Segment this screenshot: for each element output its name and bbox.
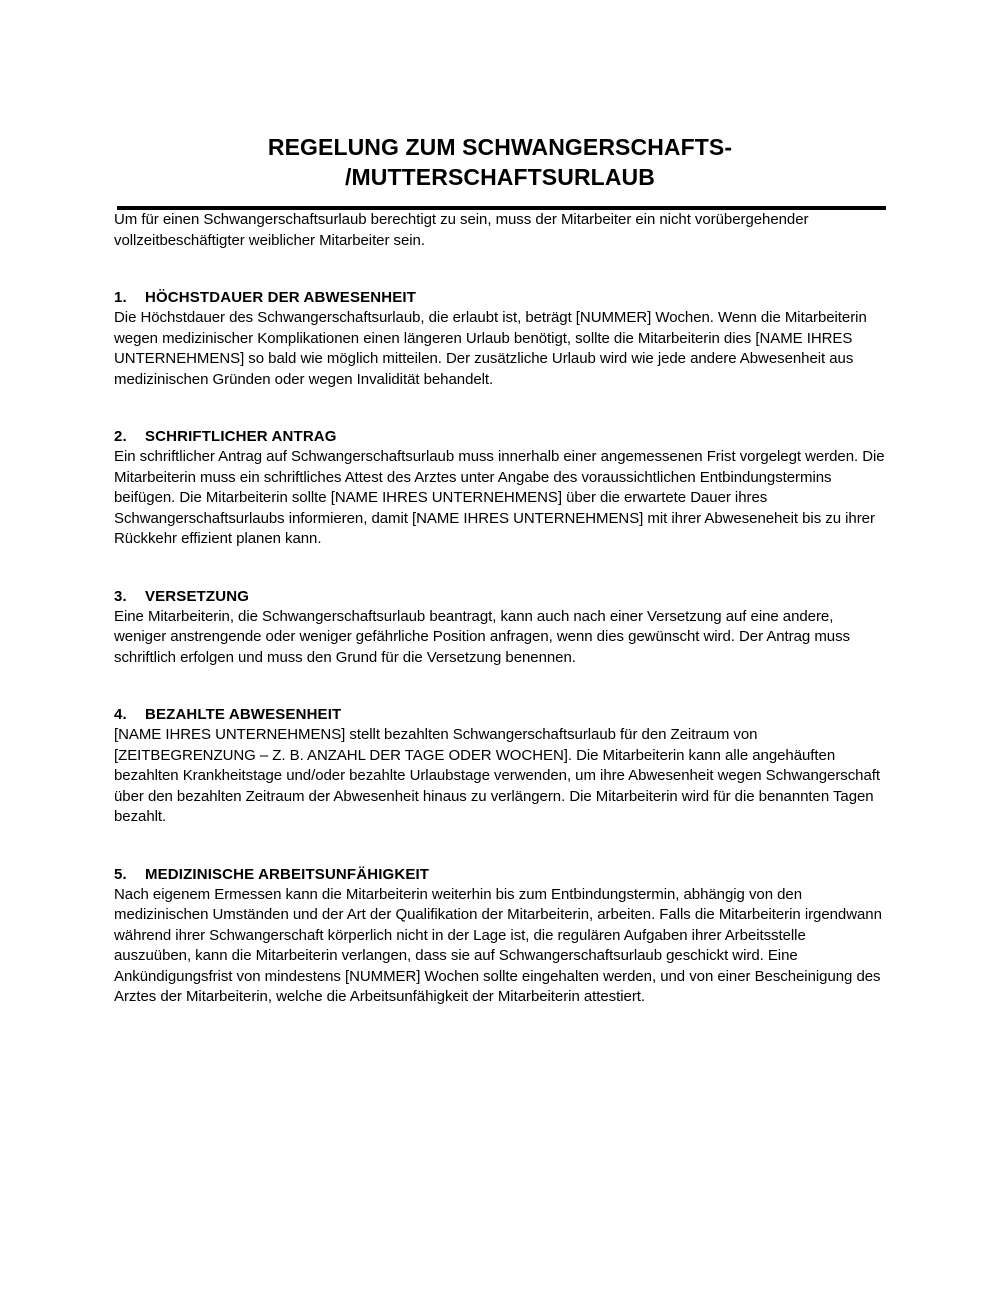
section-2-title: SCHRIFTLICHER ANTRAG [145, 428, 337, 445]
section-4-title: BEZAHLTE ABWESENHEIT [145, 706, 342, 723]
section-2-number: 2. [114, 428, 127, 445]
section-4-body: [NAME IHRES UNTERNEHMENS] stellt bezahlten Schwangerschaftsurlaub für den Zeitraum von [ZEITBEGRENZUNG – Z. B. ANZAHL DER TAGE ODER WOCHEN]. Die Mitarbeiterin kann alle angehäuften bezahlten Krankheitstage und/oder bezahlte Urlaubstage verwenden, um ihre Abwesenheit wegen Schwangerschaft über den bezahlten Zeitraum der Abwesenheit hinaus zu verlängern. Die Mitarbeiterin wird für die benannten Tagen bezahlt. [114, 726, 880, 825]
section-1-title: HÖCHSTDAUER DER ABWESENHEIT [145, 289, 417, 306]
section-3-title: VERSETZUNG [145, 587, 250, 605]
section-1-heading [114, 288, 886, 308]
section-3-body: Eine Mitarbeiterin, die Schwangerschaftsurlaub beantragt, kann auch nach einer Versetzung auf eine andere, weniger anstrengende oder weniger gefährliche Position anfragen, wenn dies gewünscht wird. Der Antrag muss schriftlich erfolgen und muss den Grund für die Versetzung benennen. [114, 607, 850, 666]
section-2-body: Ein schriftlicher Antrag auf Schwangerschaftsurlaub muss innerhalb einer angemessenen Frist vorgelegt werden. Die Mitarbeiterin muss ein schriftliches Attest des Arztes unter Angabe des voraussichtlichen Entbindungstermins beifügen. Die Mitarbeiterin sollte [NAME IHRES UNTERNEHMENS] über die erwartete Dauer ihres Schwangerschaftsurlaubs informieren, damit [NAME IHRES UNTERNEHMENS] mit ihrer Abweseneheit bis zu ihrer Rückkehr effizient planen kann. [114, 448, 885, 547]
section-5-body: Nach eigenem Ermessen kann die Mitarbeiterin weiterhin bis zum Entbindungstermin, abhängig von den medizinischen Umständen und der Art der Qualifikation der Mitarbeiterin, arbeiten. Falls die Mitarbeiterin irgendwann während ihrer Schwangerschaft körperlich nicht in der Lage ist, die regulären Aufgaben ihrer Arbeitsstelle auszuüben, kann die Mitarbeiterin verlangen, dass sie auf Schwangerschaftsurlaub geschickt wird. Eine Ankündigungsfrist von mindestens [NUMMER] Wochen sollte eingehalten werden, und von einer Bescheinigung des Arztes der Mitarbeiterin, welche die Arbeitsunfähigkeit der Mitarbeiterin attestiert. [114, 885, 882, 1005]
section-1-number: 1. [114, 289, 127, 306]
section-5-heading [114, 865, 886, 885]
section-2-heading [114, 427, 886, 447]
section-1 [114, 288, 886, 390]
section-4 [114, 705, 886, 828]
document-content [114, 0, 886, 1008]
section-5 [114, 865, 886, 1008]
section-5-number: 5. [114, 865, 127, 883]
section-3-heading [114, 587, 886, 607]
section-4-heading [114, 705, 886, 725]
section-3-number: 3. [114, 587, 127, 605]
section-5-title: MEDIZINISCHE ARBEITSUNFÄHIGKEIT [145, 865, 430, 883]
section-1-body: Die Höchstdauer des Schwangerschaftsurlaub, die erlaubt ist, beträgt [NUMMER] Wochen. Wenn die Mitarbeiterin wegen medizinischer Komplikationen einen längeren Urlaub benötigt, sollte die Mitarbeiterin dies [NAME IHRES UNTERNEHMENS] so bald wie möglich mitteilen. Der zusätzliche Urlaub wird wie jede andere Abwesenheit aus medizinischen Gründen oder wegen Invalidität behandelt. [114, 309, 867, 388]
page-title [114, 0, 886, 192]
section-4-number: 4. [114, 706, 127, 723]
intro-paragraph: Um für einen Schwangerschaftsurlaub berechtigt zu sein, muss der Mitarbeiter ein nicht vorübergehender vollzeitbeschäftigter weiblicher Mitarbeiter sein. [114, 211, 809, 249]
section-3 [114, 587, 886, 669]
page-title-line-1: REGELUNG ZUM SCHWANGERSCHAFTS- [267, 134, 733, 160]
section-2 [114, 427, 886, 550]
page-title-line-2: /MUTTERSCHAFTSURLAUB [345, 164, 655, 190]
